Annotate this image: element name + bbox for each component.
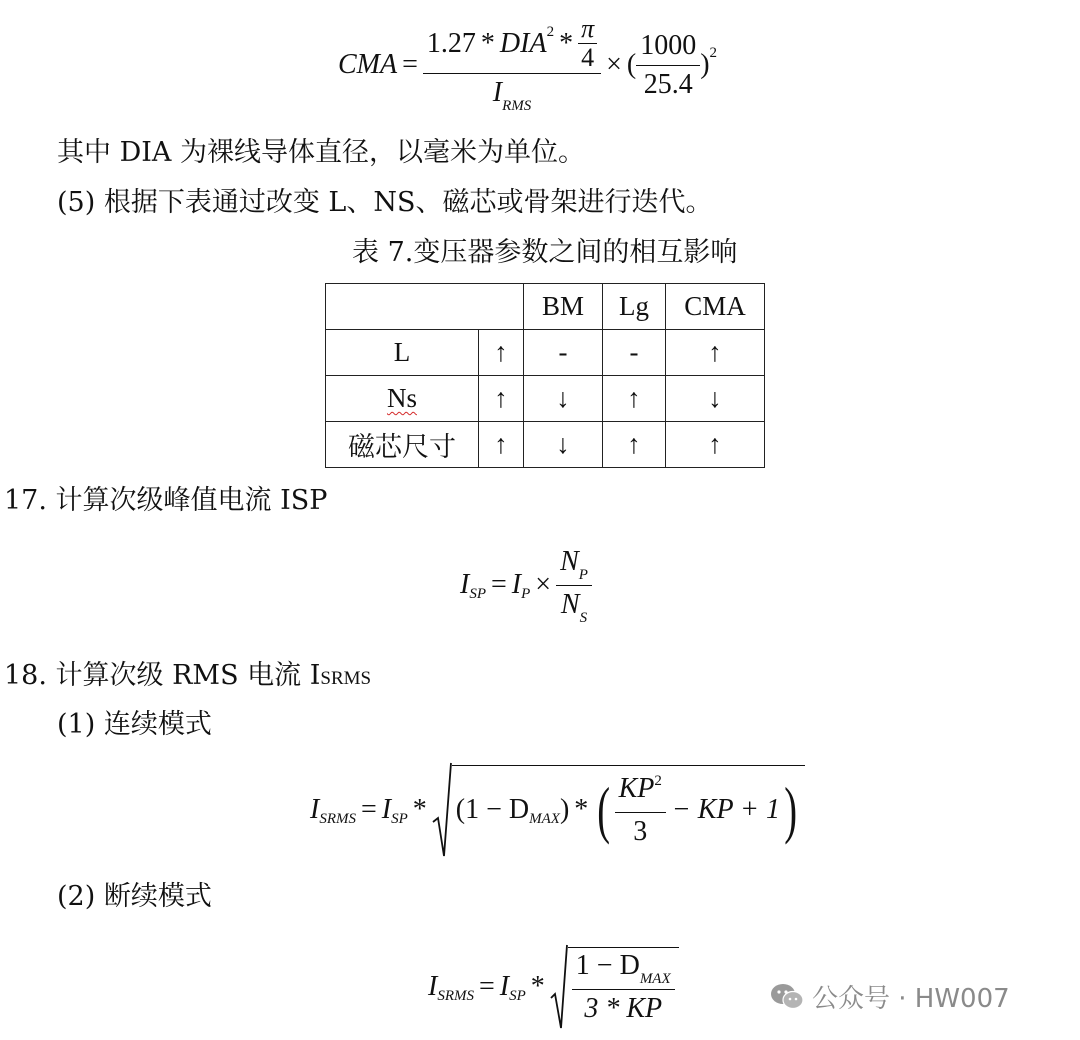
row-label: L (326, 330, 479, 376)
section-17-heading: 17. 计算次级峰值电流 ISP (4, 485, 328, 516)
isp-equation: I SP = I P × $\frac{N_P}{N_S}$ (460, 540, 592, 630)
table-row (326, 376, 765, 422)
table-caption: 表 7.变压器参数之间的相互影响 (352, 237, 738, 268)
isrms-discontinuous-equation: I SRMS = I SP * $\frac{1 - D_{MAX}}{3 * KP}$ (428, 942, 679, 1032)
watermark-text: 公众号 · HW007 (812, 984, 1010, 1014)
turns-ratio-fraction: $\frac{N_P}{N_S}$ (556, 545, 592, 626)
wechat-icon (770, 982, 804, 1012)
unit-conversion-fraction: $\frac{1000}{25.4}$ (636, 29, 700, 102)
table-cell: ↑ (666, 422, 765, 468)
table-header-cell: Lg (603, 284, 666, 330)
step-5: (5) 根据下表通过改变 L、NS、磁芯或骨架进行迭代。 (57, 187, 713, 218)
cma-lhs: CMA (338, 49, 398, 80)
table-row (326, 330, 765, 376)
table-cell: ↑ (479, 330, 524, 376)
cma-equation: CMA = 1.27 * DIA 2 * $\frac{\pi}{4}$ $I_{RMS}$ × ( $\frac{1000}{25.4}$ ) 2 (338, 14, 718, 114)
watermark (770, 978, 1010, 1015)
table-cell: - (603, 330, 666, 376)
row-label: Ns (326, 376, 479, 422)
sqrt-sign-icon (550, 944, 568, 1030)
kp-squared-over-three: $\frac{KP^2}{3}$ (615, 772, 666, 849)
pi-over-four: $\frac{\pi}{4}$ (578, 16, 597, 71)
table-cell: ↑ (479, 422, 524, 468)
table-cell: - (524, 330, 603, 376)
section-18-heading: 18. 计算次级 RMS 电流 ISRMS (4, 660, 372, 691)
table-cell: ↓ (524, 422, 603, 468)
table-cell: ↑ (666, 330, 765, 376)
table-header-cell (326, 284, 524, 330)
parameter-table (325, 283, 765, 468)
duty-over-kp-fraction: $\frac{1 - D_{MAX}}{3 * KP}$ (572, 949, 675, 1026)
mode-1-continuous: (1) 连续模式 (57, 709, 212, 740)
row-label: 磁芯尺寸 (326, 422, 479, 468)
cma-main-fraction: 1.27 * DIA 2 * $\frac{\pi}{4}$ $I_{RMS}$ (423, 16, 601, 114)
table-cell: ↓ (666, 376, 765, 422)
table-cell: ↑ (603, 422, 666, 468)
table-cell: ↑ (479, 376, 524, 422)
dia-note: 其中 DIA 为裸线导体直径，以毫米为单位。 (57, 137, 585, 168)
table-cell: ↑ (603, 376, 666, 422)
sqrt-radical (550, 944, 679, 1030)
mode-2-discontinuous: (2) 断续模式 (57, 881, 212, 912)
table-cell: ↓ (524, 376, 603, 422)
sqrt-sign-icon (432, 762, 452, 858)
table-row (326, 422, 765, 468)
isrms-continuous-equation: I SRMS = I SP * (1 − D MAX ) * ( $\frac{KP^2}{3}$ − KP + 1 ) (310, 760, 805, 860)
table-header-row (326, 284, 765, 330)
table-header-cell: CMA (666, 284, 765, 330)
sqrt-radical: (1 − D MAX ) * ( $\frac{KP^2}{3}$ − KP + 1 ) (432, 762, 805, 858)
table-header-cell: BM (524, 284, 603, 330)
